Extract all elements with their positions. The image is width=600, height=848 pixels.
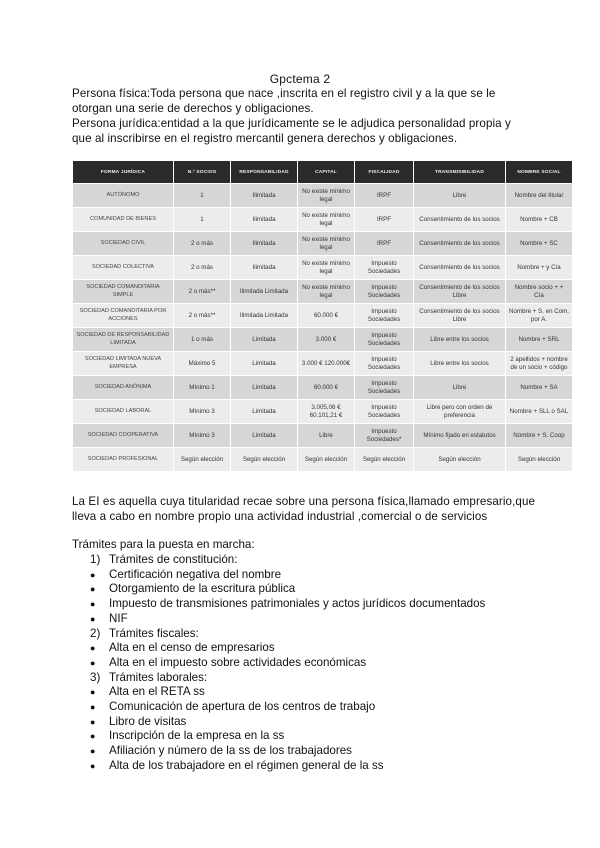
- bullet-marker: ●: [90, 584, 96, 595]
- bullet-marker: ●: [90, 731, 96, 742]
- list-item-text: Impuesto de transmisiones patrimoniales y actos jurídicos documentados: [109, 597, 486, 611]
- table-cell: Limitada: [231, 328, 297, 351]
- legal-form-cell: SOCIEDAD DE RESPONSABILIDAD LIMITADA: [73, 328, 173, 351]
- table-cell: Máximo 5: [174, 352, 230, 375]
- table-row: [73, 328, 572, 351]
- table-row: [73, 280, 572, 303]
- table-cell: Nombre + S. en Com. por A.: [506, 304, 572, 327]
- table-row: [73, 208, 572, 231]
- table-cell: No existe mínimo legal: [298, 280, 354, 303]
- table-cell: Libre: [414, 376, 505, 399]
- table-cell: Nombre + S. Coop: [506, 424, 572, 447]
- table-cell: Ilimitada Limitada: [231, 280, 297, 303]
- table-cell: Impuesto Sociedades: [355, 328, 413, 351]
- table-cell: No existe mínimo legal: [298, 232, 354, 255]
- table-cell: 60.000 €: [298, 376, 354, 399]
- table-cell: Impuesto Sociedades: [355, 376, 413, 399]
- table-row: [73, 352, 572, 375]
- list-item-text: Otorgamiento de la escritura pública: [109, 582, 296, 596]
- bullet-marker: ●: [90, 657, 96, 668]
- table-cell: Nombre del titular: [506, 184, 572, 207]
- table-cell: 2 o más: [174, 256, 230, 279]
- number-marker: 2): [90, 626, 101, 640]
- table-cell: Según elección: [174, 448, 230, 471]
- page-title: Gpctema 2: [269, 72, 331, 86]
- table-row: [73, 232, 572, 255]
- bullet-marker: ●: [90, 643, 96, 654]
- bullet-marker: ●: [90, 702, 96, 712]
- table-cell: Nombre + SRL: [506, 328, 572, 351]
- table-header-cell: NOMBRE SOCIAL: [506, 161, 572, 183]
- table-cell: 2 o más: [174, 232, 230, 255]
- table-cell: No existe mínimo legal: [298, 208, 354, 231]
- list-item-text: Alta en el impuesto sobre actividades económicas: [109, 655, 367, 669]
- table-cell: Ilimitada: [231, 184, 297, 207]
- table-cell: IRPF: [355, 208, 413, 231]
- table-cell: Mínimo 1: [174, 376, 230, 399]
- table-cell: 3.000 € 120.000€: [298, 352, 354, 375]
- table-row: [73, 376, 572, 399]
- legal-form-cell: COMUNIDAD DE BIENES: [73, 208, 173, 231]
- table-row: [73, 424, 572, 447]
- table-cell: Ilimitada: [231, 208, 297, 231]
- paragraph-ei: La EI es aquella cuya titularidad recae sobre una persona física,llamado empresario,que lleva a cabo en nombre propio una actividad industrial ,comercial o de servicios: [72, 495, 536, 523]
- paragraph-persona-juridica: Persona jurídica:entidad a la que jurídicamente se le adjudica personalidad propia y que al inscribirse en el registro mercantil genera derechos y obligaciones.: [72, 117, 511, 145]
- number-marker: 3): [90, 670, 101, 684]
- table-cell: Nombre + y Cía: [506, 256, 572, 279]
- table-cell: Mínimo 3: [174, 400, 230, 423]
- table-row: [73, 448, 572, 471]
- table-cell: Libre: [414, 184, 505, 207]
- legal-form-cell: SOCIEDAD CIVIL: [73, 232, 173, 255]
- table-cell: Nombre + SA: [506, 376, 572, 399]
- table-cell: Consentimiento de los socios: [414, 208, 505, 231]
- table-cell: Según elección: [231, 448, 297, 471]
- table-cell: Libre entre los socios: [414, 352, 505, 375]
- paragraph-persona-fisica: Persona física:Toda persona que nace ,inscrita en el registro civil y a la que se le otorgan una serie de derechos y obligaciones.: [72, 87, 496, 115]
- table-cell: Impuesto Sociedades*: [355, 424, 413, 447]
- table-cell: Consentimiento de los socios: [414, 256, 505, 279]
- table-header-cell: N.º SOCIOS: [174, 161, 230, 183]
- table-cell: Limitada: [231, 424, 297, 447]
- table-row: [73, 304, 572, 327]
- list-item-text: Trámites fiscales:: [109, 626, 199, 640]
- table-cell: 2 apellidos + nombre de un socio + código: [506, 352, 572, 375]
- table-cell: No existe mínimo legal: [298, 184, 354, 207]
- bullet-marker: ●: [90, 746, 96, 757]
- table-cell: No existe mínimo legal: [298, 256, 354, 279]
- table-cell: 2 o más**: [174, 280, 230, 303]
- table-cell: Impuesto Sociedades: [355, 304, 413, 327]
- table-header-cell: RESPONSABILIDAD: [231, 161, 297, 183]
- number-marker: 1): [90, 553, 101, 566]
- table-header-cell: TRANSMISIBILIDAD: [414, 161, 505, 183]
- table-header-cell: CAPITAL: [298, 161, 354, 183]
- list-item-text: Libro de visitas: [109, 714, 187, 728]
- legal-form-cell: SOCIEDAD PROFESIONAL: [73, 448, 173, 471]
- list-item-text: Trámites laborales:: [109, 670, 208, 684]
- table-cell: 1: [174, 184, 230, 207]
- table-row: [73, 256, 572, 279]
- legal-form-cell: SOCIEDAD COMANDITARIA POR ACCIONES: [73, 304, 173, 327]
- table-cell: Nombre + CB: [506, 208, 572, 231]
- table-cell: 1: [174, 208, 230, 231]
- table-cell: IRPF: [355, 232, 413, 255]
- table-cell: Libre pero con orden de preferencia: [414, 400, 505, 423]
- table-cell: Nombre + SLL o SAL: [506, 400, 572, 423]
- table-cell: Consentimiento de los socios Libre: [414, 304, 505, 327]
- legal-form-cell: SOCIEDAD COLECTIVA: [73, 256, 173, 279]
- table-cell: Mínimo fijado en estatutos: [414, 424, 505, 447]
- list-item-text: NIF: [109, 611, 128, 625]
- table-cell: Según elección: [414, 448, 505, 471]
- bullet-marker: ●: [90, 599, 96, 610]
- table-cell: Libre entre los socios: [414, 328, 505, 351]
- table-cell: 60.000 €: [298, 304, 354, 327]
- table-cell: Limitada: [231, 376, 297, 399]
- bullet-marker: ●: [90, 687, 96, 698]
- table-row: [73, 400, 572, 423]
- legal-form-cell: AUTÓNOMO: [73, 184, 173, 207]
- table-cell: IRPF: [355, 184, 413, 207]
- table-cell: Según elección: [355, 448, 413, 471]
- table-cell: Limitada: [231, 400, 297, 423]
- table-cell: Impuesto Sociedades: [355, 400, 413, 423]
- table-cell: Nombre + SC: [506, 232, 572, 255]
- legal-form-cell: SOCIEDAD LIMITADA NUEVA EMPRESA: [73, 352, 173, 375]
- table-header-row: [73, 161, 572, 183]
- table-cell: Limitada: [231, 352, 297, 375]
- list-item-text: Trámites de constitución:: [109, 553, 238, 566]
- list-item-text: Alta en el RETA ss: [109, 685, 205, 699]
- tramites-heading: Trámites para la puesta en marcha:: [72, 538, 255, 551]
- table-cell: Ilimitada Limitada: [231, 304, 297, 327]
- legal-form-cell: SOCIEDAD ANÓNIMA: [73, 376, 173, 399]
- bullet-marker: ●: [90, 569, 96, 580]
- list-item-text: Comunicación de apertura de los centros de trabajo: [109, 700, 376, 713]
- legal-form-cell: SOCIEDAD COOPERATIVA: [73, 424, 173, 447]
- table-cell: Impuesto Sociedades: [355, 256, 413, 279]
- table-cell: 1 o más: [174, 328, 230, 351]
- table-cell: Impuesto Sociedades: [355, 280, 413, 303]
- bullet-marker: ●: [90, 716, 96, 727]
- legal-form-cell: SOCIEDAD COMANDITARIA SIMPLE: [73, 280, 173, 303]
- table-cell: 2 o más**: [174, 304, 230, 327]
- table-row: [73, 184, 572, 207]
- table-cell: Nombre socio + + Cía: [506, 280, 572, 303]
- table-header-cell: FORMA JURÍDICA: [73, 161, 173, 183]
- table-cell: Según elección: [298, 448, 354, 471]
- table-cell: Según elección: [506, 448, 572, 471]
- list-item-text: Certificación negativa del nombre: [109, 567, 282, 581]
- table-cell: 3.000 €: [298, 328, 354, 351]
- table-cell: Ilimitada: [231, 256, 297, 279]
- table-cell: Ilimitada: [231, 232, 297, 255]
- table-body: [73, 184, 572, 471]
- bullet-marker: ●: [90, 613, 96, 624]
- list-item-text: Afiliación y número de la ss de los trabajadores: [109, 744, 352, 758]
- list-item-text: Alta de los trabajadore en el régimen general de la ss: [109, 758, 384, 772]
- table-header-cell: FISCALIDAD: [355, 161, 413, 183]
- table-cell: Mínimo 3: [174, 424, 230, 447]
- legal-forms-table: [72, 160, 573, 472]
- table-cell: 3.005,06 € 60.101,21 €: [298, 400, 354, 423]
- table-cell: Libre: [298, 424, 354, 447]
- list-item-text: Alta en el censo de empresarios: [109, 641, 275, 655]
- table-cell: Impuesto Sociedades: [355, 352, 413, 375]
- table-cell: Consentimiento de los socios Libre: [414, 280, 505, 303]
- legal-form-cell: SOCIEDAD LABORAL: [73, 400, 173, 423]
- list-item-text: Inscripción de la empresa en la ss: [109, 729, 285, 743]
- bullet-marker: ●: [90, 760, 96, 771]
- table-cell: Consentimiento de los socios: [414, 232, 505, 255]
